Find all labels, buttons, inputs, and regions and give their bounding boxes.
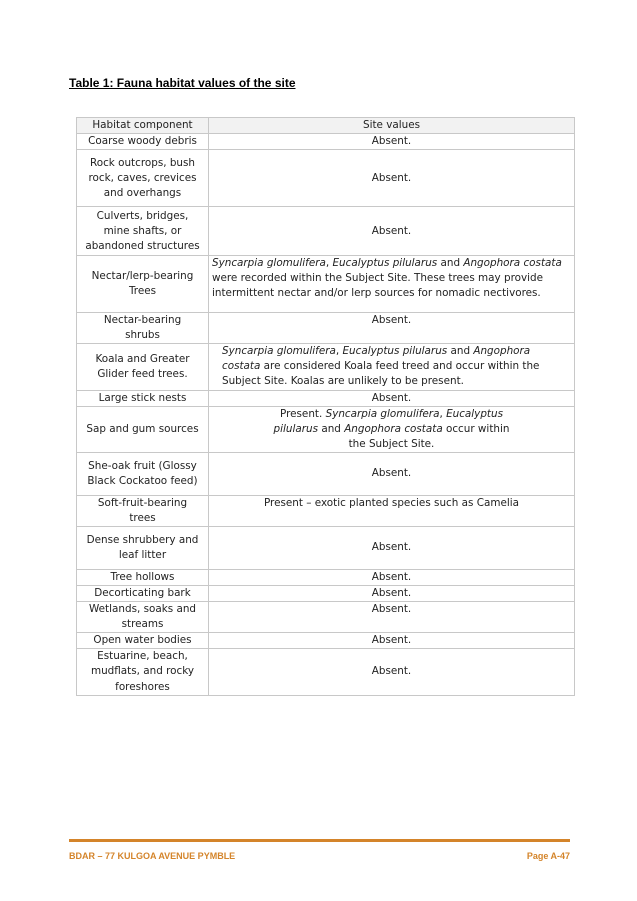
habitat-component-cell: Culverts, bridges, mine shafts, or abandoned structures [77, 207, 209, 256]
value-text: and [447, 345, 474, 358]
table-row [77, 207, 575, 256]
habitat-component-cell: Decorticating bark [77, 586, 209, 602]
site-value-cell: Absent. [209, 570, 575, 586]
species-name: Angophora costata [222, 345, 531, 373]
site-value-cell [209, 406, 575, 452]
habitat-component-cell: Dense shrubbery and leaf litter [77, 527, 209, 570]
species-name: Eucalyptus pilularus [342, 345, 448, 358]
site-value-cell: Present – exotic planted species such as Camelia [209, 495, 575, 526]
site-value-cell: Absent. [209, 452, 575, 495]
habitat-component-cell: Sap and gum sources [77, 406, 209, 452]
site-value-cell: Absent. [209, 390, 575, 406]
site-value-cell: Absent. [209, 134, 575, 150]
table-row [77, 390, 575, 406]
table-row [77, 649, 575, 695]
table-row [77, 570, 575, 586]
table-header-row [77, 118, 575, 134]
table-row [77, 586, 575, 602]
table-row [77, 495, 575, 526]
habitat-component-cell: Coarse woody debris [77, 134, 209, 150]
site-value-cell [209, 256, 575, 313]
value-text: occur within the Subject Site. [348, 422, 510, 450]
value-text: and [437, 257, 464, 270]
table-row [77, 150, 575, 207]
habitat-component-cell: Large stick nests [77, 390, 209, 406]
species-name: Eucalyptus pilularus [273, 407, 503, 435]
species-name: Syncarpia glomulifera [325, 407, 440, 420]
habitat-component-cell: She-oak fruit (Glossy Black Cockatoo feed) [77, 452, 209, 495]
table-row [77, 633, 575, 649]
header-site-values: Site values [209, 118, 575, 134]
value-text: are considered Koala feed treed and occur within the Subject Site. Koalas are unlikely to be present. [222, 360, 540, 388]
habitat-component-cell: Estuarine, beach, mudflats, and rocky foreshores [77, 649, 209, 695]
species-name: Syncarpia glomulifera [222, 345, 336, 358]
habitat-component-cell: Rock outcrops, bush rock, caves, crevices and overhangs [77, 150, 209, 207]
table-row [77, 452, 575, 495]
habitat-component-cell: Koala and Greater Glider feed trees. [77, 344, 209, 390]
table-row [77, 134, 575, 150]
site-value-cell: Absent. [209, 207, 575, 256]
site-value-cell: Absent. [209, 313, 575, 344]
table-row [77, 344, 575, 390]
site-value-cell: Absent. [209, 150, 575, 207]
table-row [77, 256, 575, 313]
value-text: were recorded within the Subject Site. These trees may provide intermittent nectar and/or lerp sources for nomadic nectivores. [212, 272, 544, 300]
species-name: Syncarpia glomulifera [212, 257, 326, 270]
footer-rule [69, 839, 570, 842]
site-value-cell: Absent. [209, 649, 575, 695]
habitat-component-cell: Soft-fruit-bearing trees [77, 495, 209, 526]
habitat-component-cell: Tree hollows [77, 570, 209, 586]
site-value-cell: Absent. [209, 527, 575, 570]
site-value-cell: Absent. [209, 602, 575, 633]
site-value-cell: Absent. [209, 633, 575, 649]
value-text: and [318, 422, 345, 435]
table-row [77, 527, 575, 570]
value-text: , [335, 345, 343, 358]
habitat-component-cell: Nectar/lerp-bearing Trees [77, 256, 209, 313]
header-habitat-component: Habitat component [77, 118, 209, 134]
footer-page-number: Page A-47 [526, 851, 570, 861]
value-text: , [325, 257, 333, 270]
value-text: , [439, 407, 447, 420]
table-row [77, 602, 575, 633]
footer-document-title: BDAR – 77 KULGOA AVENUE PYMBLE [69, 851, 236, 861]
table-title: Table 1: Fauna habitat values of the site [69, 76, 296, 90]
site-value-cell [209, 344, 575, 390]
species-name: Angophora costata [463, 257, 562, 270]
habitat-component-cell: Open water bodies [77, 633, 209, 649]
habitat-component-cell: Wetlands, soaks and streams [77, 602, 209, 633]
value-text: Present. [280, 407, 326, 420]
species-name: Angophora costata [344, 422, 443, 435]
species-name: Eucalyptus pilularus [332, 257, 438, 270]
site-value-cell: Absent. [209, 586, 575, 602]
habitat-component-cell: Nectar-bearing shrubs [77, 313, 209, 344]
table-row [77, 406, 575, 452]
table-row [77, 313, 575, 344]
fauna-habitat-table [76, 117, 575, 696]
